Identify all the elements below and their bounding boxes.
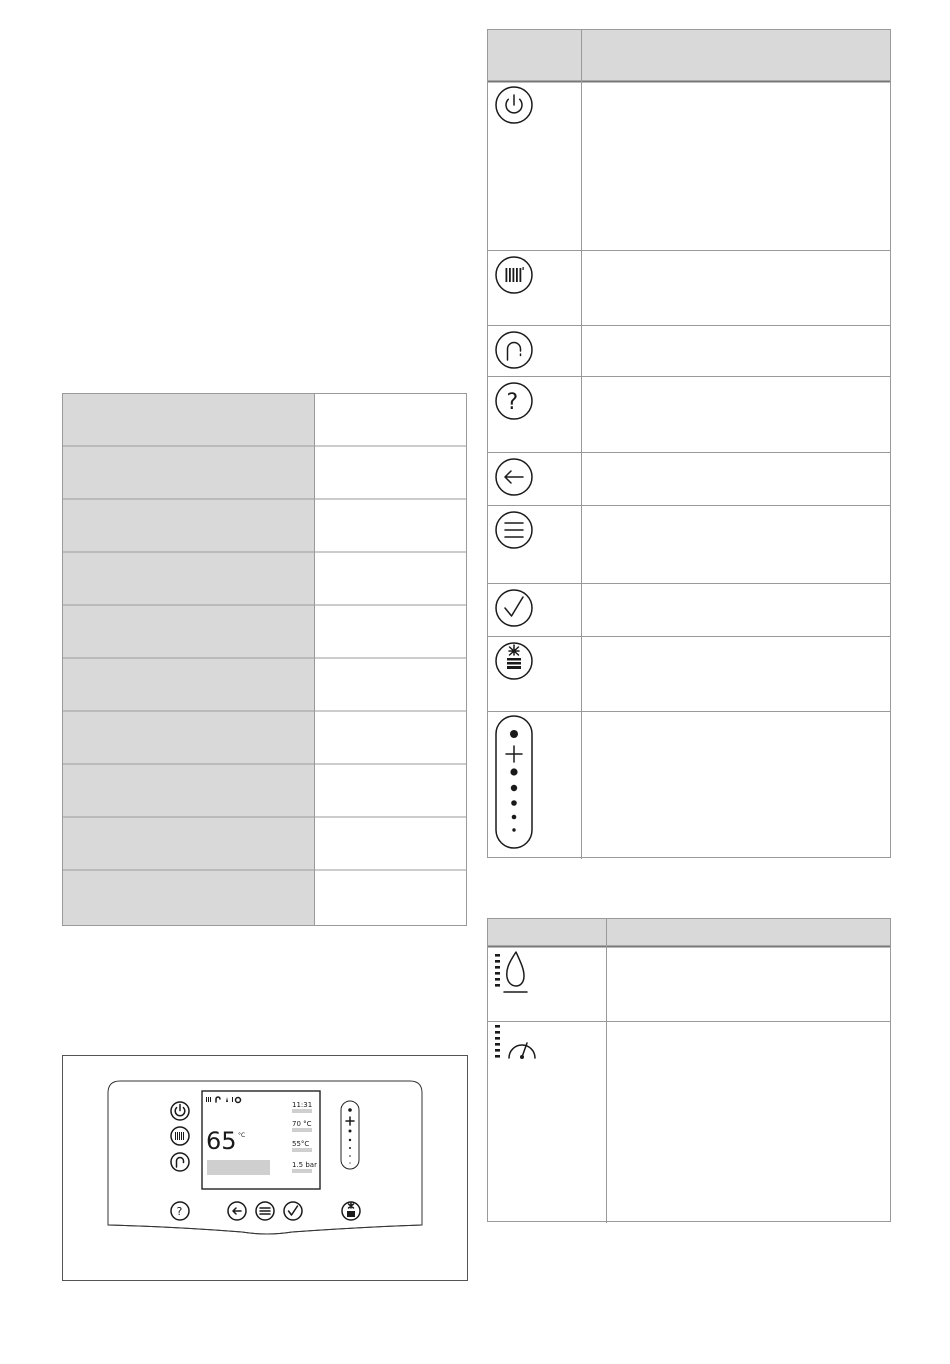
back-arrow-icon	[496, 459, 532, 495]
left-table-row	[62, 606, 467, 659]
gauge-level-icon	[495, 1025, 535, 1059]
plus-minus-scale-icon	[496, 716, 532, 848]
left-table-row	[62, 712, 467, 765]
panel-slider	[341, 1101, 359, 1169]
button-legend-table	[487, 29, 891, 859]
hot-water-tap-icon	[496, 332, 532, 368]
chimney-sweep-icon	[496, 643, 532, 679]
left-table-row	[63, 871, 315, 926]
left-table-row	[62, 818, 467, 871]
display-time: 11:31	[292, 1101, 313, 1109]
display-pressure: 1.5 bar	[292, 1161, 317, 1169]
panel-display-screen	[202, 1091, 320, 1189]
svg-text:?: ?	[506, 390, 519, 415]
display-temperature-unit: °C	[238, 1132, 246, 1139]
heating-radiator-icon	[496, 257, 532, 293]
flame-level-icon	[495, 952, 527, 992]
confirm-check-icon	[496, 590, 532, 626]
left-table-row	[62, 553, 467, 606]
left-table	[62, 393, 467, 926]
left-table-row	[62, 500, 467, 553]
display-heating-temp: 70 °C	[292, 1120, 312, 1128]
display-hot-water-temp: 55°C	[292, 1140, 310, 1148]
left-table-row	[62, 394, 467, 447]
help-icon	[496, 383, 532, 419]
left-table-row	[62, 659, 467, 712]
control-panel-figure	[62, 1055, 468, 1282]
menu-icon	[496, 512, 532, 548]
left-table-row	[62, 447, 467, 500]
status-legend-table	[487, 918, 891, 1223]
display-temperature: 65	[206, 1127, 237, 1155]
svg-text:?: ?	[176, 1205, 183, 1218]
power-icon	[496, 87, 532, 123]
left-table-row	[62, 765, 467, 818]
